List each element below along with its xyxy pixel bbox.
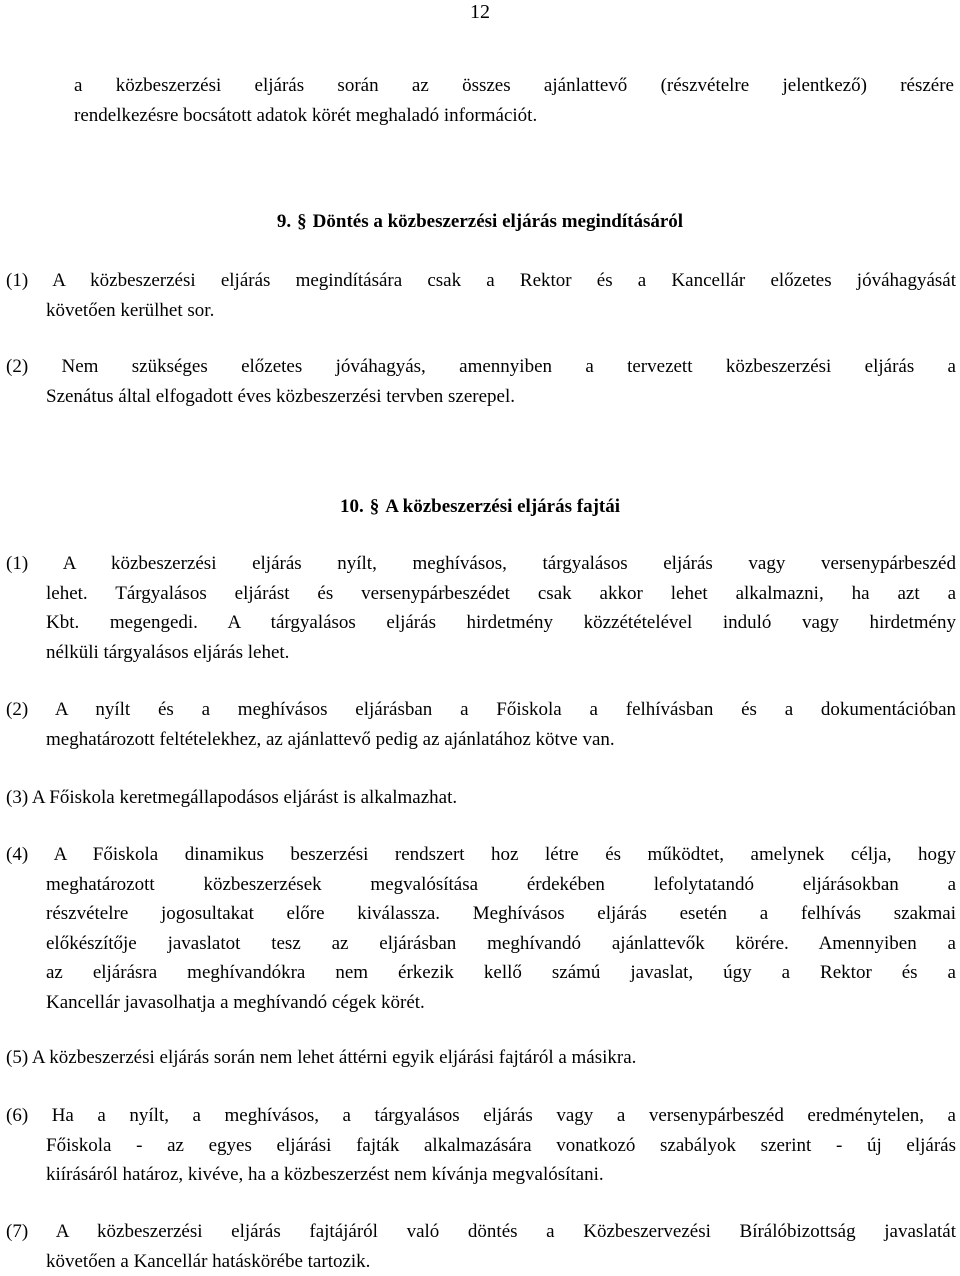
section-9-heading [0,207,960,236]
text-line: (6) Ha a nyílt, a meghívásos, a tárgyalásos eljárás vagy a versenypárbeszéd eredménytelen, a [6,1101,956,1131]
text-line: lehet. Tárgyalásos eljárást és versenypárbeszédet csak akkor lehet alkalmazni, ha azt a [6,579,956,609]
section-10-paragraph-3 [6,783,956,813]
text-line: meghatározott feltételekhez, az ajánlattevő pedig az ajánlatához kötve van. [6,725,956,755]
section-10-paragraph-5 [6,1043,956,1073]
section-10-paragraph-4 [6,840,956,1017]
section-10-paragraph-7 [6,1217,956,1276]
section-9-paragraph-1 [6,266,956,325]
text-line: részvételre jogosultakat előre kiválassza. Meghívásos eljárás esetén a felhívás szakmai [6,899,956,929]
text-line: (4) A Főiskola dinamikus beszerzési rendszert hoz létre és működtet, amelynek célja, hogy [6,840,956,870]
intro-paragraph [74,71,954,130]
section-10-paragraph-1 [6,549,956,667]
text-line: előkészítője javaslatot tesz az eljárásban meghívandó ajánlattevők körére. Amennyiben a [6,929,956,959]
text-line: az eljárásra meghívandókra nem érkezik kellő számú javaslat, úgy a Rektor és a [6,958,956,988]
text-line: (2) Nem szükséges előzetes jóváhagyás, amennyiben a tervezett közbeszerzési eljárás a [6,352,956,382]
section-title: A közbeszerzési eljárás fajtái [385,496,620,517]
text-line: Főiskola - az egyes eljárási fajták alkalmazására vonatkozó szabályok szerint - új eljárás [6,1131,956,1161]
text-line: meghatározott közbeszerzések megvalósítása érdekében lefolytatandó eljárásokban a [6,870,956,900]
text-line: kiírásáról határoz, kivéve, ha a közbeszerzést nem kívánja megvalósítani. [6,1160,956,1190]
section-title: Döntés a közbeszerzési eljárás megindításáról [313,211,683,232]
text-line: (1) A közbeszerzési eljárás megindítására csak a Rektor és a Kancellár előzetes jóváhagyását [6,266,956,296]
text-line: nélküli tárgyalásos eljárás lehet. [6,638,956,668]
text-line: (1) A közbeszerzési eljárás nyílt, meghívásos, tárgyalásos eljárás vagy versenypárbeszéd [6,549,956,579]
section-number: 10. [340,496,364,517]
page-number: 12 [0,0,960,24]
text-line: (3) A Főiskola keretmegállapodásos eljárást is alkalmazhat. [6,783,956,813]
text-line: rendelkezésre bocsátott adatok körét meghaladó információt. [74,101,954,131]
section-9-paragraph-2 [6,352,956,411]
text-line: (7) A közbeszerzési eljárás fajtájáról való döntés a Közbeszervezési Bírálóbizottság javaslatát [6,1217,956,1247]
text-line: követően kerülhet sor. [6,296,956,326]
section-10-paragraph-6 [6,1101,956,1190]
text-line: (5) A közbeszerzési eljárás során nem lehet áttérni egyik eljárási fajtáról a másikra. [6,1043,956,1073]
text-line: a közbeszerzési eljárás során az összes ajánlattevő (részvételre jelentkező) részére [74,71,954,101]
section-sign: § [370,496,380,517]
section-10-paragraph-2 [6,695,956,754]
text-line: követően a Kancellár hatáskörébe tartozik. [6,1247,956,1276]
section-number: 9. [277,211,291,232]
text-line: Kancellár javasolhatja a meghívandó cégek körét. [6,988,956,1018]
text-line: (2) A nyílt és a meghívásos eljárásban a Főiskola a felhívásban és a dokumentációban [6,695,956,725]
text-line: Kbt. megengedi. A tárgyalásos eljárás hirdetmény közzétételével induló vagy hirdetmény [6,608,956,638]
text-line: Szenátus által elfogadott éves közbeszerzési tervben szerepel. [6,382,956,412]
section-sign: § [297,211,307,232]
section-10-heading [0,492,960,521]
